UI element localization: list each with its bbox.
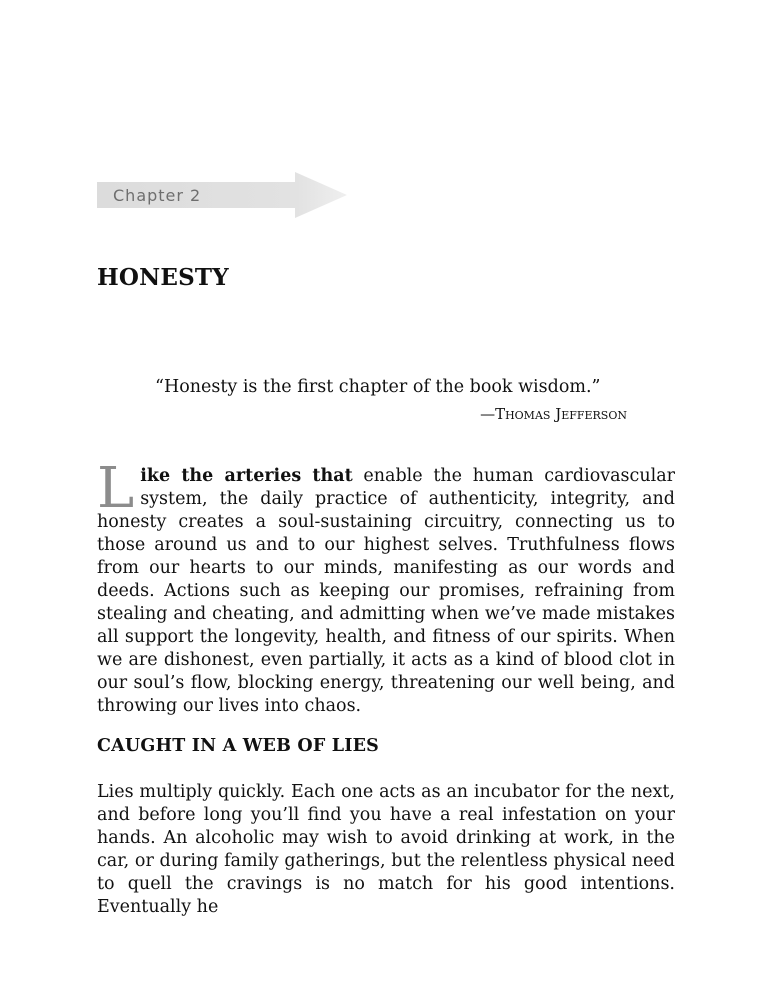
epigraph-author: —Thomas Jefferson — [480, 405, 627, 423]
lead-in-bold: ike the arteries that — [140, 466, 353, 486]
paragraph-body: enable the human cardiovascular system, the daily practice of authenticity, integrity, and honesty creates a soul-sustaining circuitry, connecting us to those around us and to our highest selves. Truthfulness flows from our hearts to our minds, manifesting as our words and deeds. Actions such as keeping our promises, refraining from stealing and cheating, and admitting when we’ve made mistakes all support the longevity, health, and fitness of our spirits. When we are dishonest, even partially, it acts as a kind of blood clot in our soul’s flow, blocking energy, threatening our well being, and throwing our lives into chaos. — [97, 466, 675, 716]
chapter-title: HONESTY — [97, 264, 229, 291]
drop-cap: L — [97, 456, 135, 521]
chapter-label: Chapter 2 — [113, 186, 202, 205]
section-heading: CAUGHT IN A WEB OF LIES — [97, 736, 380, 756]
section-paragraph: Lies multiply quickly. Each one acts as an incubator for the next, and before long you’ll find you have a real infestation on your hands. An alcoholic may wish to avoid drinking at work, in the car, or during family gatherings, but the relentless physical need to quell the cravings is no match for his good intentions. Eventually he — [97, 782, 675, 917]
opening-paragraph — [97, 456, 675, 718]
epigraph-quote: “Honesty is the first chapter of the book wisdom.” — [155, 377, 601, 397]
chapter-tab — [97, 172, 347, 218]
